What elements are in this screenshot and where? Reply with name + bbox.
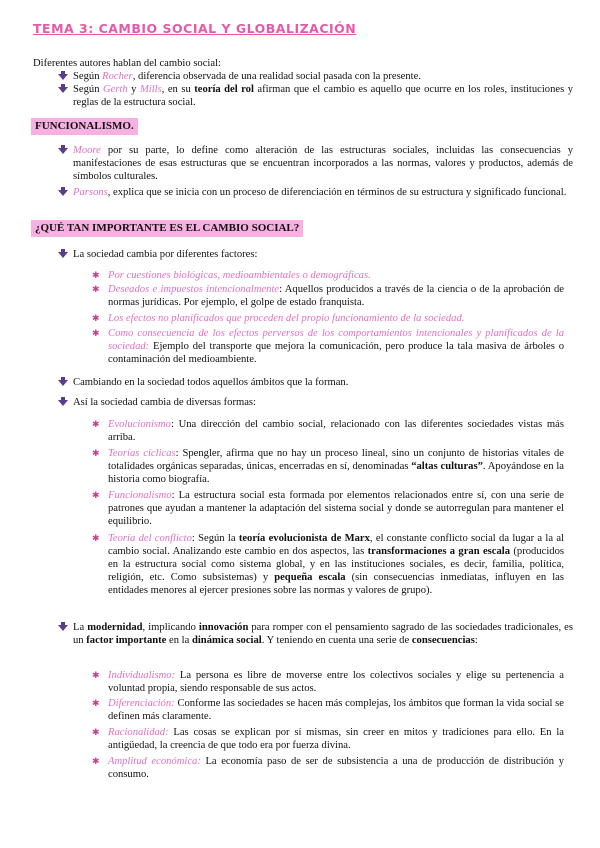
forma-item: Teorías cíclicas: Spengler, afirma que no hay un proceso lineal, sino un conjunto de historias vitales de totalidades orgánicas separadas, únicas, encerradas en sí, denominadas “altas culturas”. Apoyándose en la historia como biografía. bbox=[108, 448, 564, 485]
asterisk-bullet-icon: ✱ bbox=[92, 449, 100, 459]
asterisk-bullet-icon: ✱ bbox=[92, 491, 100, 501]
arrow-bullet-icon bbox=[57, 187, 69, 199]
asterisk-bullet-icon: ✱ bbox=[92, 757, 100, 767]
page-title: TEMA 3: CAMBIO SOCIAL Y GLOBALIZACIÓN bbox=[33, 21, 357, 36]
formas-intro: Así la sociedad cambia de diversas formas: bbox=[73, 397, 256, 408]
author-rocher: Según Rocher, diferencia observada de una realidad social pasada con la presente. bbox=[73, 71, 421, 82]
forma-item: Evolucionismo: Una dirección del cambio social, relacionado con las diferentes sociedades vistas más arriba. bbox=[108, 419, 564, 443]
arrow-bullet-icon bbox=[57, 622, 69, 634]
modernidad-text: La modernidad, implicando innovación para romper con el pensamiento sagrado de las sociedades tradicionales, es un factor importante en la dinámica social. Y teniendo en cuenta una serie de consecuencias: bbox=[73, 622, 574, 646]
forma-item: Teoría del conflicto: Según la teoría evolucionista de Marx, el constante conflicto social da lugar a la al cambio social. Analizando este cambio en dos aspectos, las transformaciones a gran escala (producidos en la estructura social como sistema global, y en las instituciones sociales, es decir, familia, política, religión, etc. Como subsistemas) y pequeña escala (sin consecuencias inmediatas, influyen en las entidades menores al ejercer presiones sobre las normas y valores de grupo). bbox=[108, 533, 564, 596]
consecuencia-item: Individualismo: La persona es libre de moverse entre los colectivos sociales y elige su pertenencia a voluntad propia, siendo responsable de sus actos. bbox=[108, 670, 564, 694]
consecuencia-item: Amplitud económica: La economía paso de ser de subsistencia a una de producción de distribución y consumo. bbox=[108, 756, 564, 780]
ambitos-text: Cambiando en la sociedad todos aquellos ámbitos que la forman. bbox=[73, 377, 349, 388]
funcionalismo-moore: Moore por su parte, lo define como alteración de las estructuras sociales, incluidas las consecuencias y manifestaciones de esas estructuras que se encuentran incorporados a las normas, valores y productos, además de símbolos culturales. bbox=[73, 145, 573, 182]
arrow-bullet-icon bbox=[57, 397, 69, 409]
intro-text: Diferentes autores hablan del cambio social: bbox=[33, 58, 221, 69]
asterisk-bullet-icon: ✱ bbox=[92, 329, 100, 339]
consecuencia-item: Diferenciación: Conforme las sociedades se hacen más complejas, los ámbitos que forman la vida social se definen más claramente. bbox=[108, 698, 564, 722]
author-name: Rocher bbox=[102, 71, 133, 82]
factor-item: Por cuestiones biológicas, medioambientales o demográficas. bbox=[108, 270, 371, 281]
arrow-bullet-icon bbox=[57, 145, 69, 157]
factor-item: Como consecuencia de los efectos perversos de los comportamientos intencionales y planificados de la sociedad: Ejemplo del transporte que mejora la comunicación, pero produce la tala masiva de árboles o contaminación del medioambiente. bbox=[108, 328, 564, 365]
factor-item: Deseados e impuestos intencionalmente: Aquellos producidos a través de la ciencia o de la aprobación de normas jurídicas. Por ejemplo, el golpe de estado franquista. bbox=[108, 284, 565, 308]
arrow-bullet-icon bbox=[57, 249, 69, 261]
funcionalismo-parsons: Parsons, explica que se inicia con un proceso de diferenciación en términos de su estructura y significado funcional. bbox=[73, 187, 567, 198]
asterisk-bullet-icon: ✱ bbox=[92, 728, 100, 738]
factor-item: Los efectos no planificados que proceden del propio funcionamiento de la sociedad. bbox=[108, 313, 465, 324]
asterisk-bullet-icon: ✱ bbox=[92, 314, 100, 324]
section-heading-importante: ¿QUÉ TAN IMPORTANTE ES EL CAMBIO SOCIAL? bbox=[31, 220, 303, 237]
asterisk-bullet-icon: ✱ bbox=[92, 420, 100, 430]
factores-intro: La sociedad cambia por diferentes factores: bbox=[73, 249, 258, 260]
arrow-bullet-icon bbox=[57, 377, 69, 389]
section-heading-funcionalismo: FUNCIONALISMO. bbox=[31, 118, 138, 135]
asterisk-bullet-icon: ✱ bbox=[92, 671, 100, 681]
asterisk-bullet-icon: ✱ bbox=[92, 699, 100, 709]
asterisk-bullet-icon: ✱ bbox=[92, 285, 100, 295]
asterisk-bullet-icon: ✱ bbox=[92, 271, 100, 281]
arrow-bullet-icon bbox=[57, 71, 69, 83]
author-gerth-mills: Según Gerth y Mills, en su teoría del rol afirman que el cambio es aquello que ocurre en los roles, instituciones y reglas de la estructura social. bbox=[73, 84, 573, 108]
consecuencia-item: Racionalidad: Las cosas se explican por sí mismas, sin creer en mitos y tradiciones para ello. En la antigüedad, la creencia de que todo era por fuerza divina. bbox=[108, 727, 564, 751]
asterisk-bullet-icon: ✱ bbox=[92, 534, 100, 544]
forma-item: Funcionalismo: La estructura social esta formada por elementos relacionados entre sí, con una serie de patrones que ayudan a mantener la adaptación del sistema social y donde se autorregulan para mantener el equilibrio. bbox=[108, 490, 564, 527]
arrow-bullet-icon bbox=[57, 84, 69, 96]
